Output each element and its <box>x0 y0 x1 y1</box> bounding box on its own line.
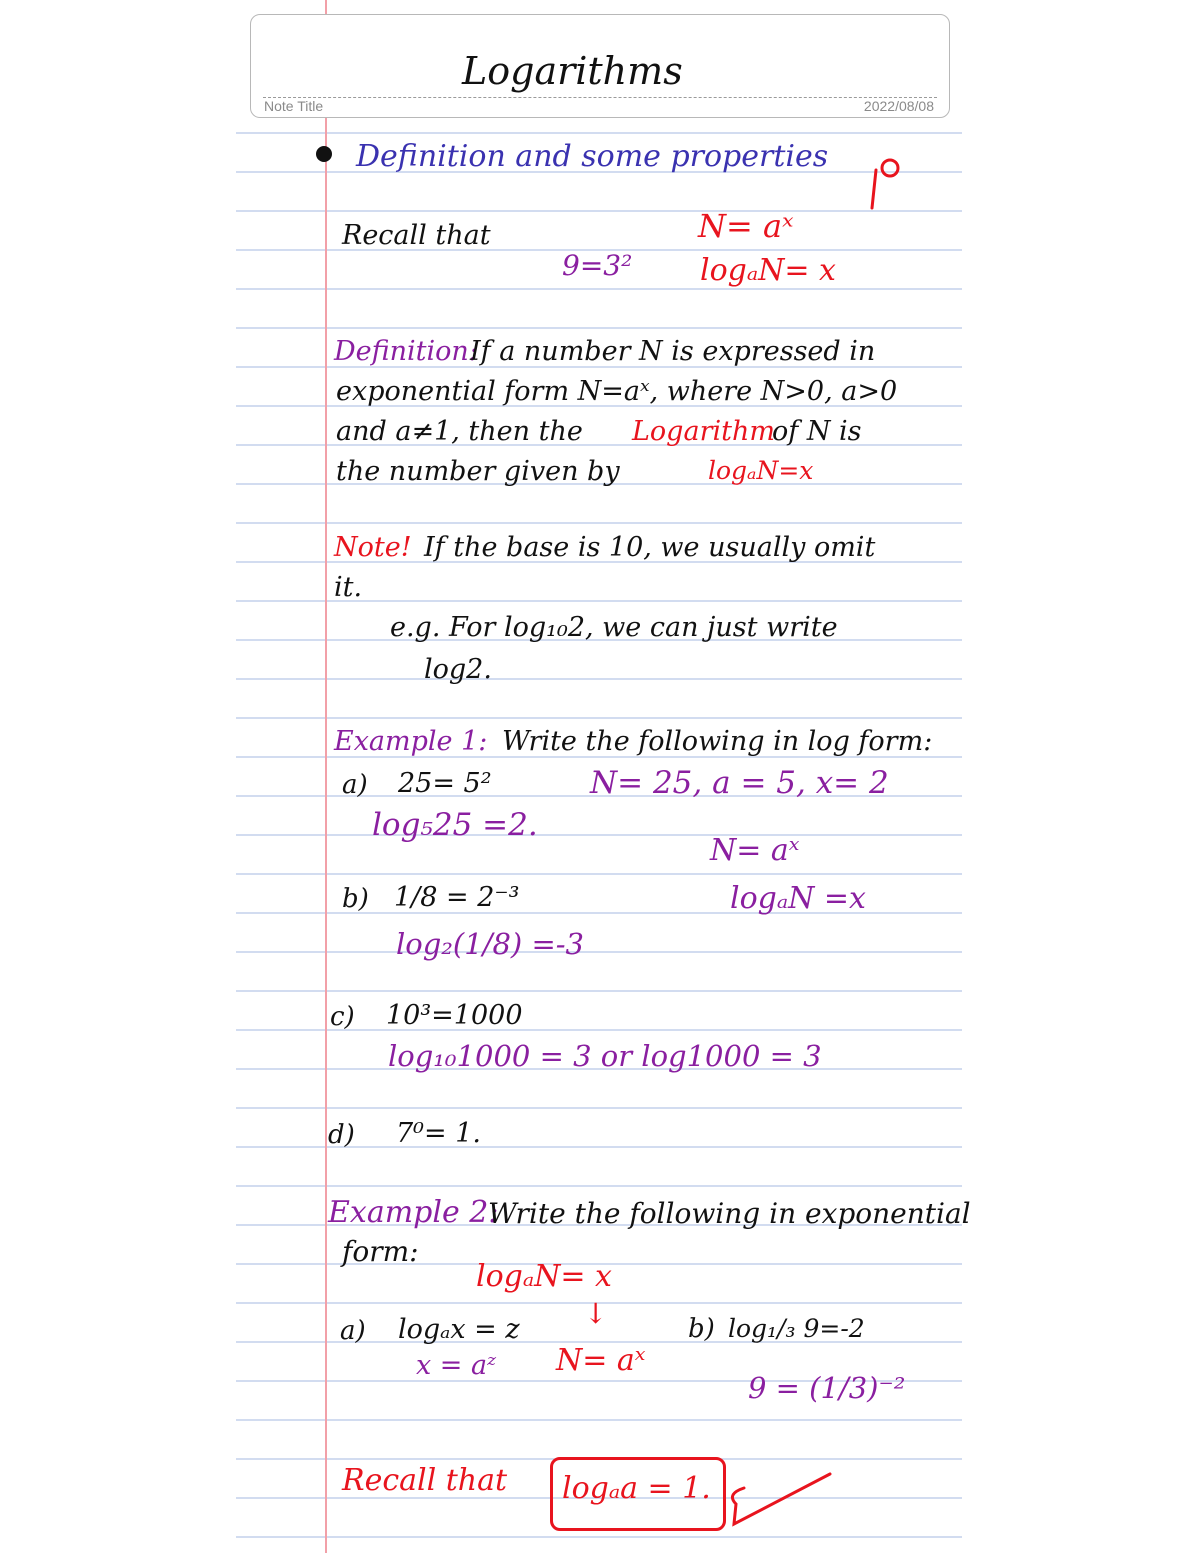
note-example-2: log2. <box>424 654 492 685</box>
note-title-label: Note Title <box>264 98 324 114</box>
definition-line-4b: logₐN=x <box>708 456 814 485</box>
ex2-a-label: a) <box>340 1316 366 1346</box>
note-label-red: Note! <box>334 532 412 563</box>
ex2-b-label: b) <box>688 1314 715 1344</box>
ex1-a-answer: log₅25 =2. <box>372 807 538 843</box>
ex1-a-problem: 25= 5² <box>398 768 492 799</box>
ex1-b-answer: log₂(1/8) =-3 <box>396 927 584 961</box>
definition-label: Definition: <box>334 336 478 367</box>
ex1-c-answer: log₁₀1000 = 3 or log1000 = 3 <box>388 1039 822 1073</box>
page-title: Logarithms <box>462 49 683 93</box>
ex2-a-answer: x = aᶻ <box>416 1350 497 1381</box>
definition-line-1: If a number N is expressed in <box>470 336 876 367</box>
ex2-formula-log: logₐN= x <box>476 1259 612 1294</box>
definition-line-3a: and a≠1, then the <box>336 416 583 447</box>
ex1-d-problem: 7⁰= 1. <box>396 1118 481 1149</box>
ex2-formula-exponential: N= aˣ <box>556 1343 646 1378</box>
note-line-1: If the base is 10, we usually omit <box>424 532 876 563</box>
recall-label: Recall that <box>342 220 491 251</box>
ex1-a-values: N= 25, a = 5, x= 2 <box>590 765 889 801</box>
definition-line-3c: of N is <box>772 416 862 447</box>
recall2-label: Recall that <box>342 1463 508 1498</box>
recall2-formula: logₐa = 1. <box>562 1471 711 1506</box>
recall-formula-log: logₐN= x <box>700 253 836 288</box>
ex1-b-label: b) <box>342 884 369 914</box>
section-heading: Definition and some properties <box>356 139 829 174</box>
ex2-b-answer: 9 = (1/3)⁻² <box>748 1371 906 1405</box>
example1-label: Example 1: <box>334 726 488 757</box>
ex1-side-exponential: N= aˣ <box>710 833 800 868</box>
ex1-d-label: d) <box>328 1120 355 1150</box>
definition-line-2: exponential form N=aˣ, where N>0, a>0 <box>336 376 898 407</box>
example2-instruction-1: Write the following in exponential <box>488 1197 971 1230</box>
example2-label: Example 2: <box>328 1195 499 1230</box>
note-line-2: it. <box>334 572 363 603</box>
ex1-a-label: a) <box>342 770 368 800</box>
note-example-1: e.g. For log₁₀2, we can just write <box>390 612 838 643</box>
ex1-c-label: c) <box>330 1002 355 1032</box>
note-date: 2022/08/08 <box>863 98 934 114</box>
recall-example: 9=3² <box>562 249 633 282</box>
ex2-b-problem: log₁/₃ 9=-2 <box>728 1314 865 1343</box>
recall-formula-exponential: N= aˣ <box>698 207 794 245</box>
definition-line-4a: the number given by <box>336 456 620 487</box>
ex1-side-log: logₐN =x <box>730 881 866 916</box>
example2-instruction-2: form: <box>342 1235 419 1268</box>
ex2-arrow: ↓ <box>584 1297 608 1330</box>
ex1-b-problem: 1/8 = 2⁻³ <box>394 882 520 913</box>
example1-instruction: Write the following in log form: <box>502 726 933 757</box>
ex1-c-problem: 10³=1000 <box>386 1000 523 1031</box>
ex2-a-problem: logₐx = z <box>398 1314 520 1345</box>
definition-line-3b: Logarithm <box>632 416 775 447</box>
